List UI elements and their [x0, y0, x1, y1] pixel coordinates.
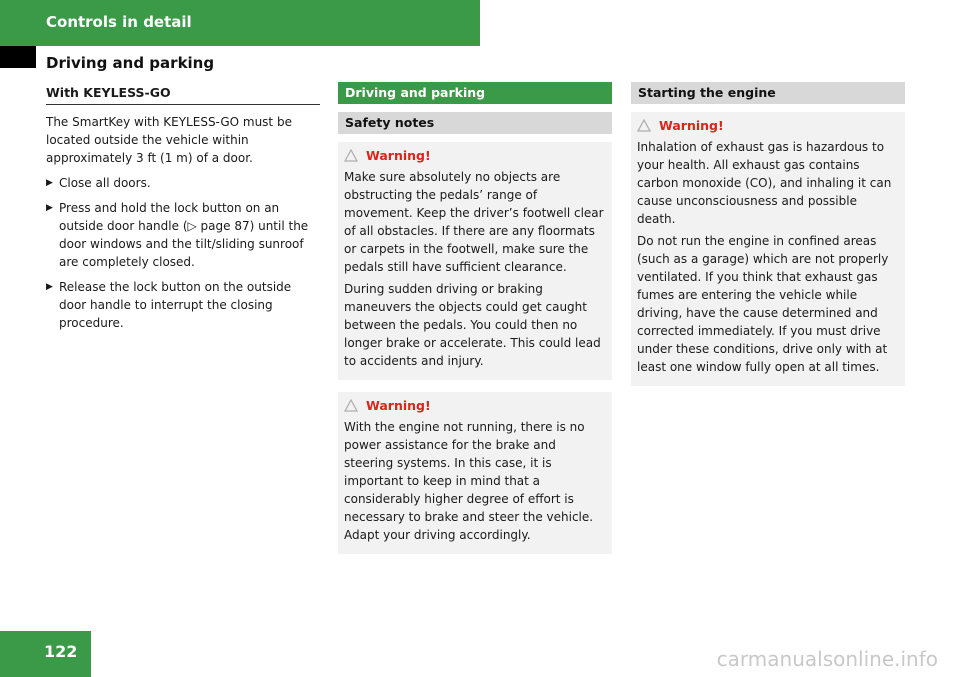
warning-paragraph: Make sure absolutely no objects are obstructing the pedals’ range of movement. Keep the driver’s footwell clear of all obstacles. If there are any floormats or carpets in the footwell, make sure the pedals still have sufficient clearance. — [344, 170, 604, 274]
list-item-text: Press and hold the lock button on an outside door handle (▷ page 87) until the door windows and the tilt/sliding sunroof are completely closed. — [59, 201, 309, 269]
list-item-text: Release the lock button on the outside door handle to interrupt the closing procedure. — [59, 280, 292, 330]
warning-title: Warning! — [659, 118, 724, 133]
list-item — [46, 174, 320, 192]
list-item — [46, 199, 320, 271]
driving-parking-heading: Driving and parking — [338, 82, 612, 104]
warning-triangle-icon — [344, 149, 358, 162]
warning-paragraph: During sudden driving or braking maneuvers the objects could get caught between the pedals. You could then no longer brake or accelerate. This could lead to accidents and injury. — [344, 282, 601, 368]
bullet-triangle-icon: ▶ — [46, 203, 53, 213]
bullet-triangle-icon: ▶ — [46, 282, 53, 292]
starting-engine-column — [631, 82, 905, 386]
section-marker — [0, 46, 36, 68]
bullet-triangle-icon: ▶ — [46, 178, 53, 188]
safety-notes-heading: Safety notes — [338, 112, 612, 134]
keyless-go-column — [46, 82, 320, 339]
list-item — [46, 278, 320, 332]
warning-title: Warning! — [366, 148, 431, 163]
warning-triangle-icon — [637, 119, 651, 132]
starting-engine-heading: Starting the engine — [631, 82, 905, 104]
page-number-tab — [0, 631, 91, 677]
warning-header — [344, 146, 606, 166]
driving-parking-column — [338, 82, 612, 554]
warning-box-exhaust — [631, 112, 905, 386]
warning-paragraph: With the engine not running, there is no power assistance for the brake and steering systems. In this case, it is important to keep in mind that a considerably higher degree of effort is necessary to brake and steer the vehicle. Adapt your driving accordingly. — [344, 420, 594, 542]
keyless-go-heading: With KEYLESS-GO — [46, 85, 320, 105]
section-title: Driving and parking — [46, 54, 215, 72]
chapter-title: Controls in detail — [46, 13, 192, 31]
keyless-go-intro: The SmartKey with KEYLESS-GO must be located outside the vehicle within approximately 3 ft (1 m) of a door. — [46, 115, 292, 165]
warning-title: Warning! — [366, 398, 431, 413]
warning-triangle-icon — [344, 399, 358, 412]
chapter-tab — [0, 0, 480, 46]
warning-box-pedals — [338, 142, 612, 380]
warning-paragraph: Inhalation of exhaust gas is hazardous to your health. All exhaust gas contains carbon monoxide (CO), and inhaling it can cause unconsciousness and possible death. — [637, 140, 892, 226]
warning-header — [344, 396, 606, 416]
warning-header — [637, 116, 899, 136]
list-item-text: Close all doors. — [59, 176, 151, 190]
watermark-text: carmanualsonline.info — [716, 647, 938, 671]
page-number: 122 — [44, 642, 78, 661]
warning-paragraph: Do not run the engine in confined areas (such as a garage) which are not properly ventilated. If you think that exhaust gas fumes are entering the vehicle while driving, have the cause determined and corrected immediately. If you must drive under these conditions, drive only with at least one window fully open at all times. — [637, 234, 889, 374]
warning-box-power-assist — [338, 392, 612, 554]
